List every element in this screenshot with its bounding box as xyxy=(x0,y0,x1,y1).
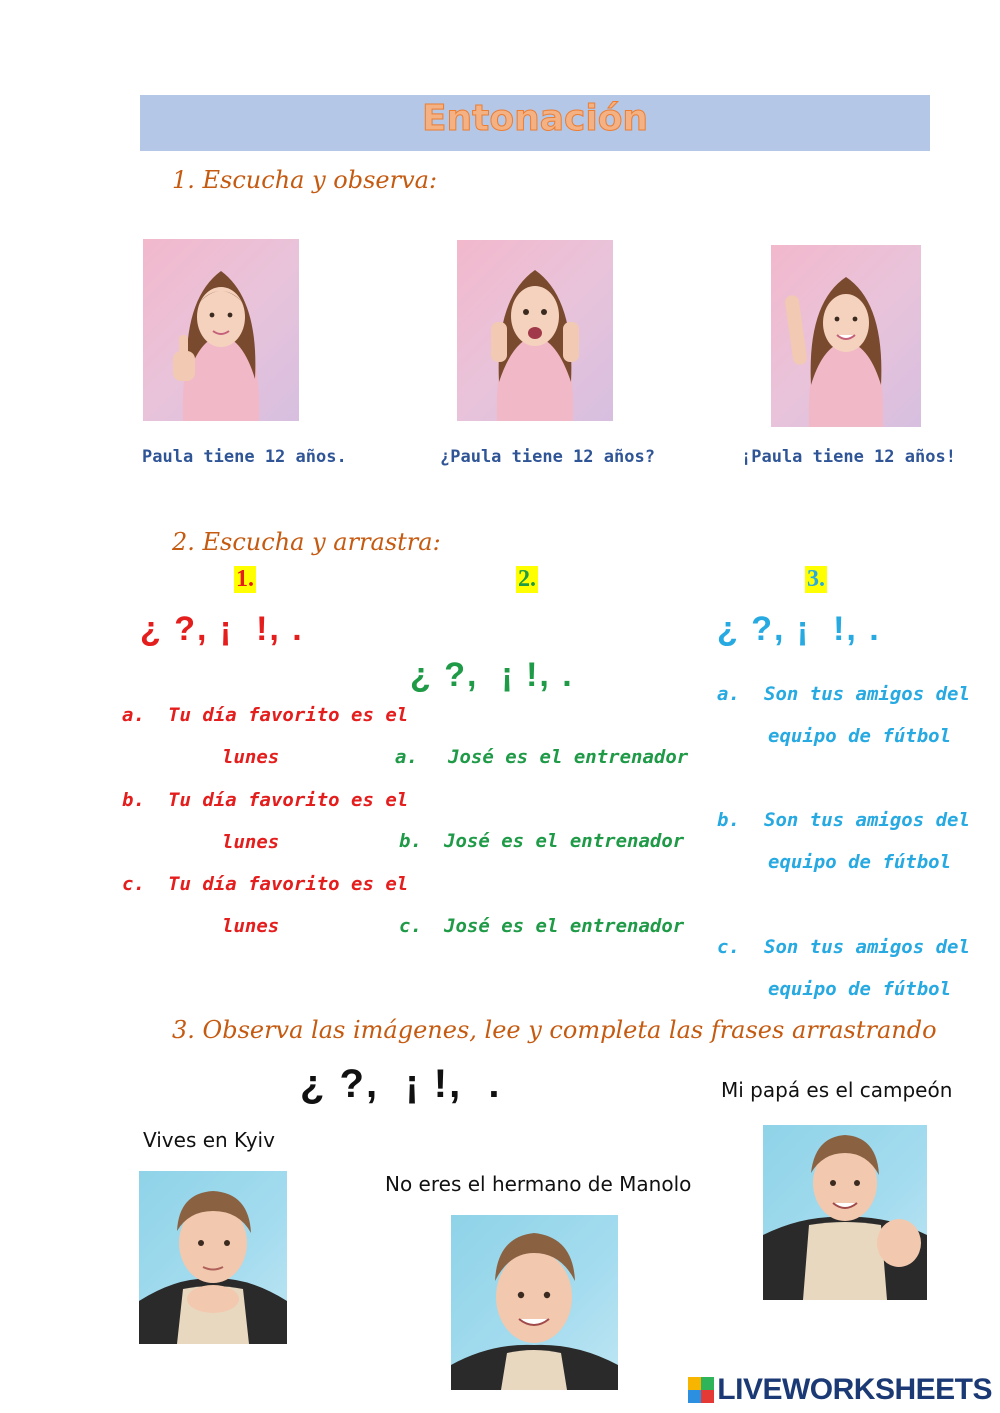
col1-item-a-line2[interactable]: lunes xyxy=(222,746,280,768)
girl-photo-exclamation xyxy=(771,245,921,427)
col1-item-a-line1[interactable]: Tu día favorito es el xyxy=(168,704,409,726)
col2-item-a-letter: a. xyxy=(395,746,418,768)
phrase-hermano[interactable]: No eres el hermano de Manolo xyxy=(385,1172,692,1196)
col1-item-a-letter: a. xyxy=(122,704,145,726)
girl-waving-image xyxy=(771,245,921,427)
col1-item-b-line1[interactable]: Tu día favorito es el xyxy=(168,789,409,811)
caption-question: ¿Paula tiene 12 años? xyxy=(440,447,655,467)
col1-punctuation-bank[interactable]: ¿ ?, ¡ !, . xyxy=(140,610,304,648)
liveworksheets-logo xyxy=(688,1373,992,1407)
col2-item-a-text[interactable]: José es el entrenador xyxy=(448,746,689,768)
section2-heading: 2. Escucha y arrastra: xyxy=(172,528,441,556)
col1-item-c-line1[interactable]: Tu día favorito es el xyxy=(168,873,409,895)
col2-punctuation-bank[interactable]: ¿ ?, ¡ !, . xyxy=(410,656,574,694)
liveworksheets-icon xyxy=(688,1377,714,1403)
phrase-kyiv[interactable]: Vives en Kyiv xyxy=(143,1128,275,1152)
col1-item-b-line2[interactable]: lunes xyxy=(222,831,280,853)
col3-item-a-line2[interactable]: equipo de fútbol xyxy=(768,725,952,747)
col3-item-a-letter: a. xyxy=(717,683,740,705)
col2-number: 2. xyxy=(518,566,536,592)
col3-item-a-line1[interactable]: Son tus amigos del xyxy=(764,683,970,705)
phrase-campeon[interactable]: Mi papá es el campeón xyxy=(721,1078,953,1102)
col3-item-c-line2[interactable]: equipo de fútbol xyxy=(768,978,952,1000)
col1-item-c-line2[interactable]: lunes xyxy=(222,915,280,937)
girl-thumbs-up-image xyxy=(143,239,299,421)
boy-chin-on-hands-image xyxy=(139,1171,287,1344)
col3-item-c-line1[interactable]: Son tus amigos del xyxy=(764,936,970,958)
page-title: Entonación xyxy=(421,98,649,139)
girl-photo-question xyxy=(457,240,613,421)
boy-photo-3 xyxy=(763,1125,927,1300)
col3-item-c-letter: c. xyxy=(717,936,740,958)
logo-text: LIVEWORKSHEETS xyxy=(717,1373,992,1406)
col1-item-c-letter: c. xyxy=(122,873,145,895)
col3-item-b-line1[interactable]: Son tus amigos del xyxy=(764,809,970,831)
boy-smiling-image xyxy=(451,1215,618,1390)
section3-punctuation-bank[interactable]: ¿ ?, ¡ !, . xyxy=(300,1062,502,1106)
boy-photo-1 xyxy=(139,1171,287,1344)
col3-item-b-line2[interactable]: equipo de fútbol xyxy=(768,851,952,873)
col2-item-c-letter: c. xyxy=(399,915,422,937)
col3-number: 3. xyxy=(807,566,825,592)
section3-heading: 3. Observa las imágenes, lee y completa las frases arrastrando xyxy=(172,1016,937,1044)
girl-surprised-image xyxy=(457,240,613,421)
col1-item-b-letter: b. xyxy=(122,789,145,811)
col2-item-c-text[interactable]: José es el entrenador xyxy=(444,915,685,937)
girl-photo-statement xyxy=(143,239,299,421)
section1-heading: 1. Escucha y observa: xyxy=(172,166,438,194)
boy-fist-image xyxy=(763,1125,927,1300)
col1-number: 1. xyxy=(236,566,254,592)
col3-punctuation-bank[interactable]: ¿ ?, ¡ !, . xyxy=(717,610,881,648)
col2-item-b-letter: b. xyxy=(399,830,422,852)
boy-photo-2 xyxy=(451,1215,618,1390)
caption-statement: Paula tiene 12 años. xyxy=(142,447,347,467)
col3-item-b-letter: b. xyxy=(717,809,740,831)
col2-item-b-text[interactable]: José es el entrenador xyxy=(444,830,685,852)
caption-exclamation: ¡Paula tiene 12 años! xyxy=(741,447,956,467)
